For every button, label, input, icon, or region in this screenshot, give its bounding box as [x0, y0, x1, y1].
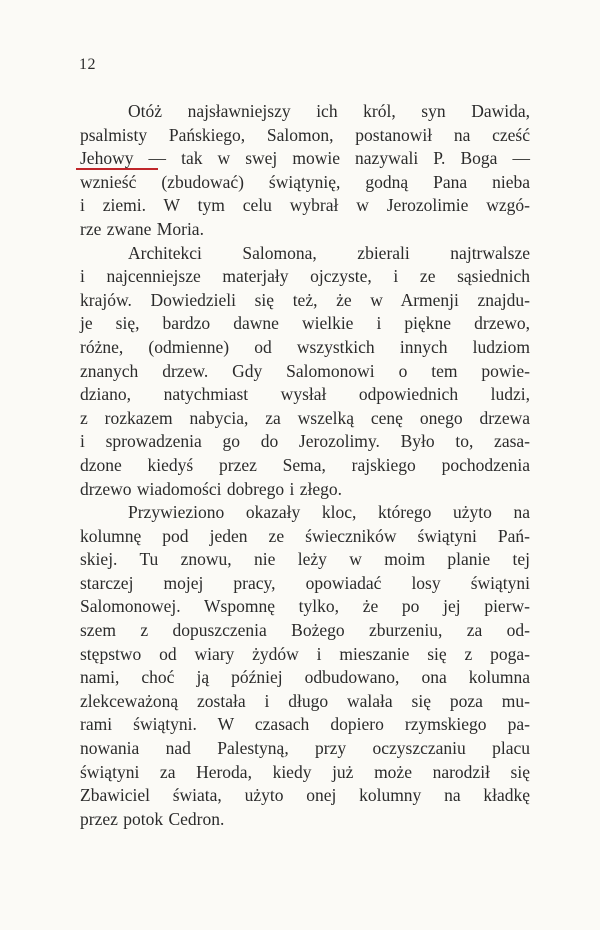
text-line: i sprowadzenia go do Jerozolimy. Było to, zasa- [80, 431, 530, 452]
text-line: skiej. Tu znowu, nie leży w moim planie tej [80, 549, 530, 570]
text-line: psalmisty Pańskiego, Salomon, postanowił na cześć [80, 124, 530, 145]
text-line: z rozkazem nabycia, za wszelką cenę onego drzewa [80, 407, 530, 428]
text-line: dzone kiedyś przez Sema, rajskiego pochodzenia [80, 454, 530, 475]
text-line: i ziemi. W tym celu wybrał w Jerozolimie wzgó- [80, 195, 530, 216]
text-line: zlekceważoną została i długo walała się poza mu- [80, 690, 530, 711]
text-line: starczej mojej pracy, opowiadać losy świątyni [80, 572, 530, 593]
text-line: stępstwo od wiary żydów i mieszanie się z poga- [80, 643, 530, 664]
text-line: rze zwane Moria. [80, 218, 204, 239]
text-line: i najcenniejsze materjały ojczyste, i ze sąsiednich [80, 266, 530, 287]
text-line: rami świątyni. W czasach dopiero rzymskiego pa- [80, 714, 530, 735]
text-line: Jehowy — tak w swej mowie nazywali P. Boga — [80, 148, 530, 169]
text-line: znanych drzew. Gdy Salomonowi o tem powie- [80, 360, 530, 381]
text-line: Salomonowej. Wspomnę tylko, że po jej pierw- [80, 596, 530, 617]
text-line: kolumnę pod jeden ze świeczników świątyni Pań- [80, 525, 530, 546]
text-line: je się, bardzo dawne wielkie i piękne drzewo, [80, 313, 530, 334]
text-line: drzewo wiadomości dobrego i złego. [80, 478, 343, 499]
text-line: krajów. Dowiedzieli się też, że w Armenji znajdu- [80, 289, 530, 310]
text-line: Przywieziono okazały kloc, którego użyto na [128, 502, 530, 523]
red-underline-mark [76, 168, 158, 170]
text-line: świątyni za Heroda, kiedy już może narodził się [80, 761, 530, 782]
text-line: Architekci Salomona, zbierali najtrwalsze [128, 242, 530, 263]
text-line: wznieść (zbudować) świątynię, godną Pana nieba [80, 171, 530, 192]
body-text [80, 100, 530, 831]
text-line: szem z dopuszczenia Bożego zburzeniu, za od- [80, 620, 530, 641]
text-line: nowania nad Palestyną, przy oczyszczaniu placu [80, 738, 530, 759]
text-line: dziano, natychmiast wysłał odpowiednich ludzi, [80, 384, 530, 405]
text-line: przez potok Cedron. [80, 808, 225, 829]
text-line: Zbawiciel świata, użyto onej kolumny na kładkę [80, 785, 530, 806]
text-line: Otóż najsławniejszy ich król, syn Dawida, [128, 101, 530, 121]
text-line: różne, (odmienne) od wszystkich innych ludziom [80, 336, 530, 357]
page-number: 12 [79, 56, 96, 73]
text-line: nami, choć ją później odbudowano, ona kolumna [80, 667, 530, 688]
